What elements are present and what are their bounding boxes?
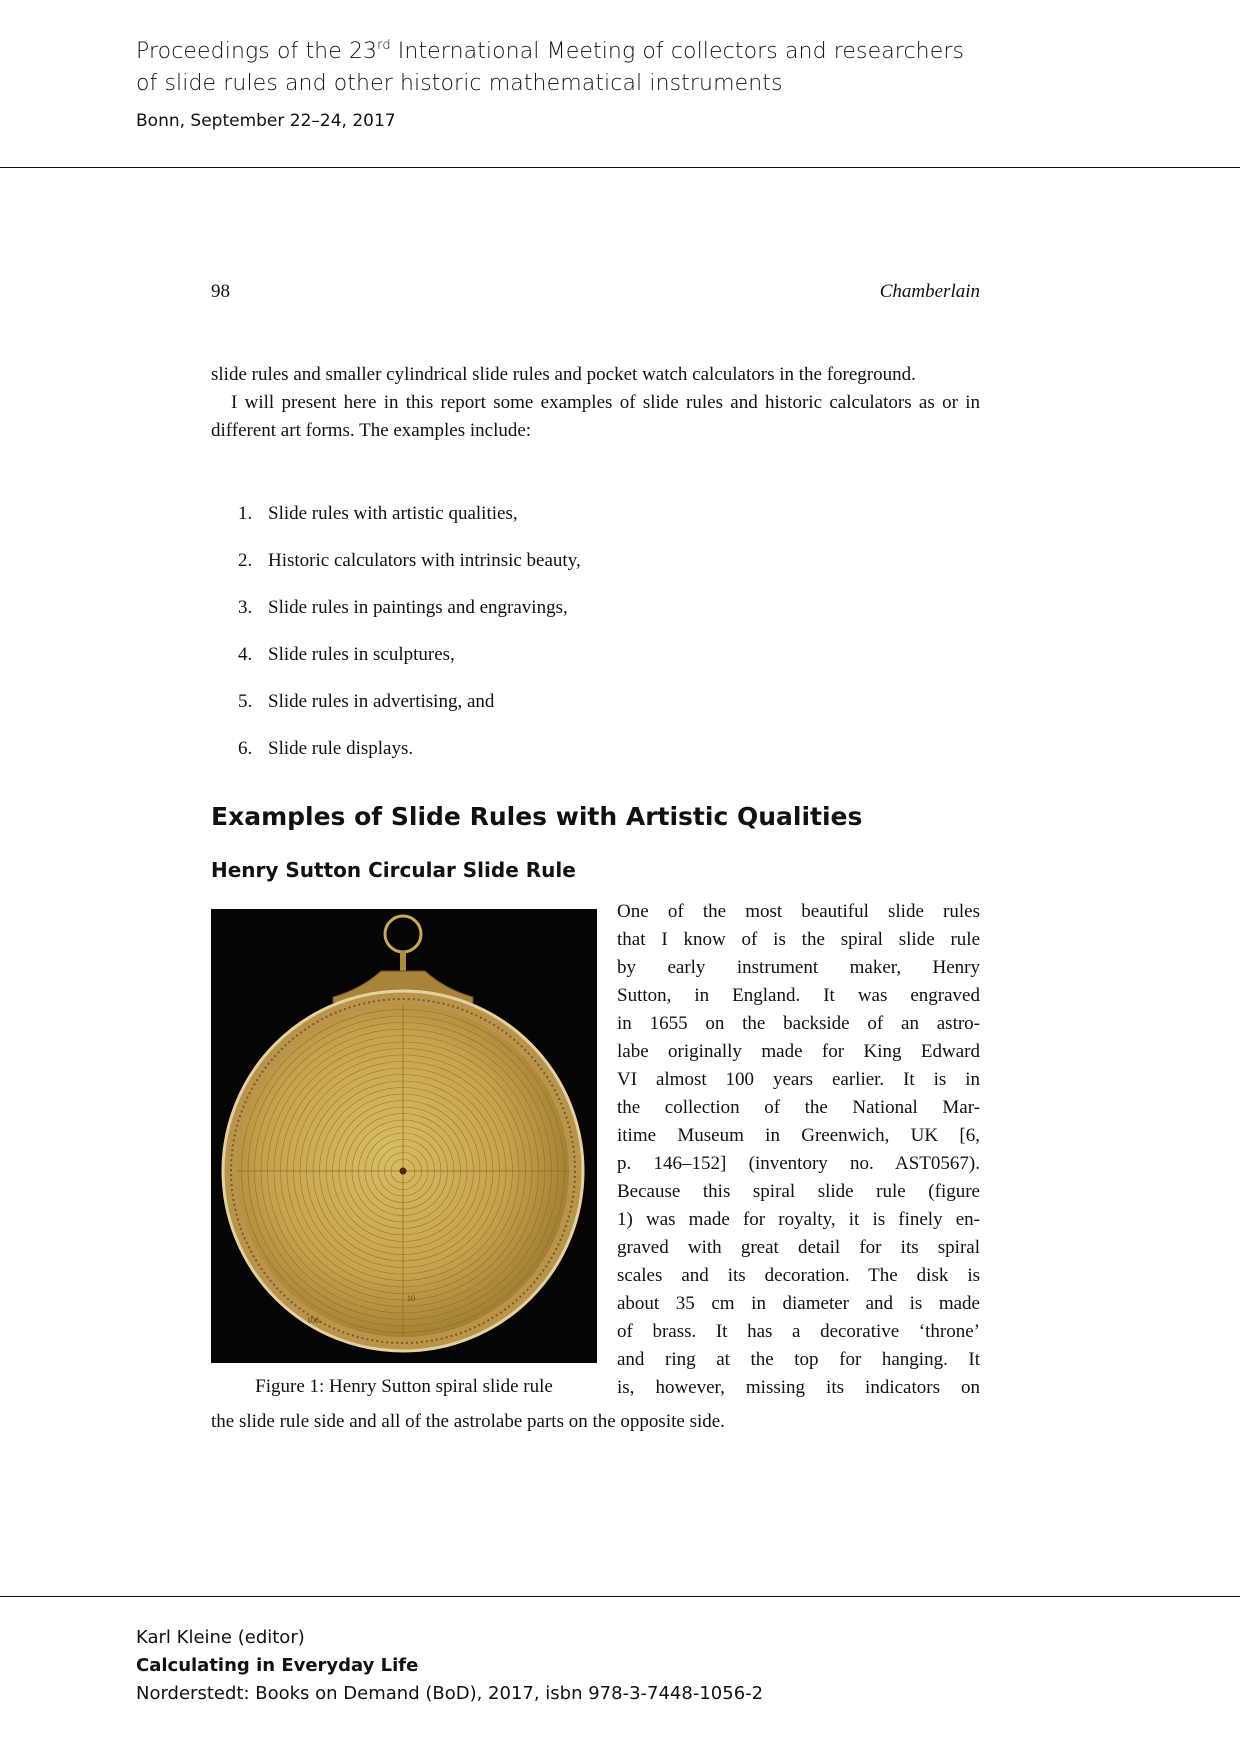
text-line: One of the most beautiful slide rules bbox=[617, 901, 980, 922]
text-line: of brass. It has a decorative ‘throne’ bbox=[617, 1321, 980, 1342]
text-line: Sutton, in England. It was engraved bbox=[617, 985, 980, 1006]
figure-caption: Figure 1: Henry Sutton spiral slide rule bbox=[255, 1376, 553, 1397]
list-item: 5. Slide rules in advertising, and bbox=[238, 691, 495, 712]
text-line: in 1655 on the backside of an astro- bbox=[617, 1013, 980, 1034]
text-line: VI almost 100 years earlier. It is in bbox=[617, 1069, 980, 1090]
svg-text:100: 100 bbox=[307, 1316, 319, 1325]
proceedings-date: Bonn, September 22–24, 2017 bbox=[136, 111, 396, 131]
proceedings-title-line1: Proceedings of the 23rd International Meeting of collectors and researchers bbox=[136, 38, 965, 64]
footer-publisher: Norderstedt: Books on Demand (BoD), 2017, isbn 978-3-7448-1056-2 bbox=[136, 1683, 764, 1704]
text-line: the collection of the National Mar- bbox=[617, 1097, 980, 1118]
text-line: about 35 cm in diameter and is made bbox=[617, 1293, 980, 1314]
text-line: scales and its decoration. The disk is bbox=[617, 1265, 980, 1286]
text-line: and ring at the top for hanging. It bbox=[617, 1349, 980, 1370]
text-line: graved with great detail for its spiral bbox=[617, 1237, 980, 1258]
svg-text:10: 10 bbox=[407, 1294, 415, 1303]
footer bbox=[136, 1624, 763, 1708]
footer-book-title: Calculating in Everyday Life bbox=[136, 1655, 419, 1676]
text-line: 1) was made for royalty, it is finely en- bbox=[617, 1209, 980, 1230]
proceedings-title-line2: of slide rules and other historic mathematical instruments bbox=[136, 71, 783, 96]
astrolabe-image bbox=[211, 909, 597, 1363]
footer-editor: Karl Kleine (editor) bbox=[136, 1627, 305, 1648]
intro-text bbox=[211, 361, 980, 445]
paragraph: I will present here in this report some examples of slide rules and historic calculators as or in different art forms. The examples include: bbox=[211, 392, 980, 441]
header-divider bbox=[0, 167, 1240, 168]
paragraph-tail: the slide rule side and all of the astrolabe parts on the opposite side. bbox=[211, 1411, 725, 1432]
list-item: 1. Slide rules with artistic qualities, bbox=[238, 503, 518, 524]
list-item: 6. Slide rule displays. bbox=[238, 738, 414, 759]
section-heading: Examples of Slide Rules with Artistic Qualities bbox=[211, 802, 863, 831]
proceedings-title bbox=[136, 36, 1136, 100]
page-number: 98 bbox=[211, 281, 230, 302]
list-item: 2. Historic calculators with intrinsic beauty, bbox=[238, 550, 581, 571]
running-head-author: Chamberlain bbox=[879, 281, 980, 302]
footer-divider bbox=[0, 1596, 1240, 1597]
list-item: 4. Slide rules in sculptures, bbox=[238, 644, 455, 665]
paragraph: slide rules and smaller cylindrical slide rules and pocket watch calculators in the foreground. bbox=[211, 364, 916, 385]
subsection-heading: Henry Sutton Circular Slide Rule bbox=[211, 858, 576, 882]
text-line: by early instrument maker, Henry bbox=[617, 957, 980, 978]
text-line: itime Museum in Greenwich, UK [6, bbox=[617, 1125, 980, 1146]
list-item: 3. Slide rules in paintings and engravings, bbox=[238, 597, 568, 618]
text-line: Because this spiral slide rule (figure bbox=[617, 1181, 980, 1202]
text-line: p. 146–152] (inventory no. AST0567). bbox=[617, 1153, 980, 1174]
examples-list bbox=[238, 500, 581, 782]
text-line: labe originally made for King Edward bbox=[617, 1041, 980, 1062]
text-line: that I know of is the spiral slide rule bbox=[617, 929, 980, 950]
text-line: is, however, missing its indicators on bbox=[617, 1377, 980, 1398]
figure-sutton-slide-rule bbox=[211, 909, 597, 1363]
wrapped-paragraph bbox=[617, 898, 980, 1402]
